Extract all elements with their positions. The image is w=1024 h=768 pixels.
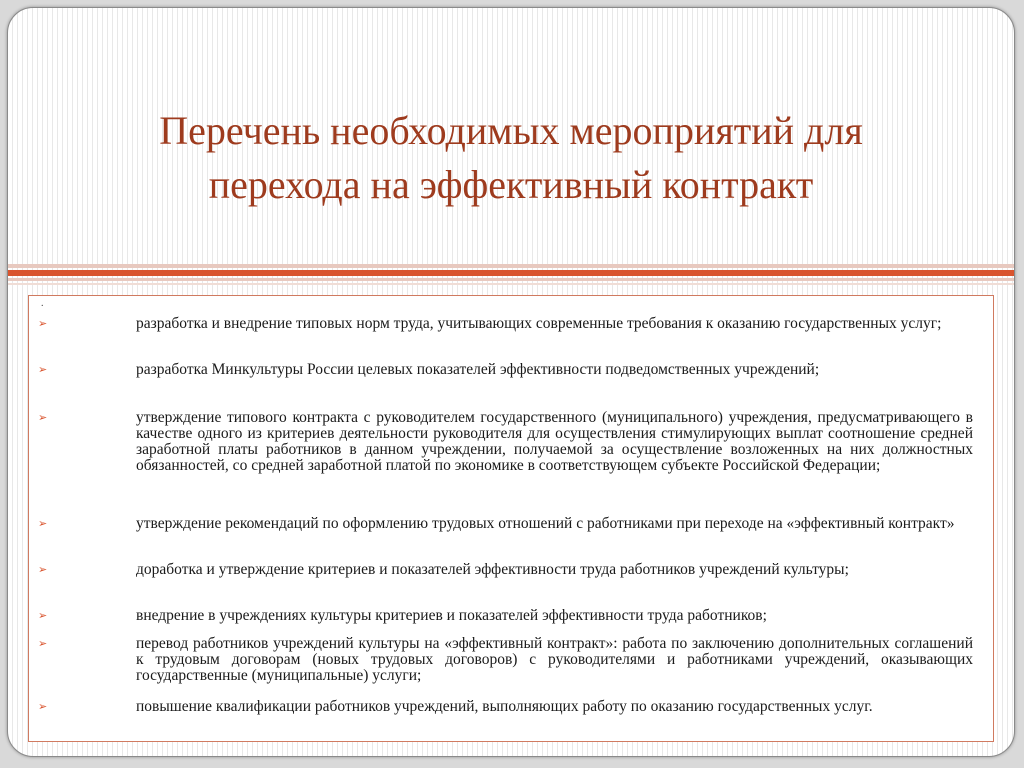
decorative-stripes bbox=[8, 264, 1014, 290]
title-line-1: Перечень необходимых мероприятий для bbox=[159, 108, 863, 153]
arrow-bullet-icon: ➢ bbox=[38, 700, 48, 713]
stripe-light bbox=[8, 264, 1014, 268]
slide bbox=[7, 7, 1015, 757]
list-item-text: утверждение типового контракта с руководителем государственного (муниципального) учреждения, предусматривающего в качестве одного из критериев деятельности руководителя для осуществления стимулирующих выплат соотношение средней заработной платы работников в данном учреждении, получаемой за осуществление возложенных на них должностных обязанностей, со средней заработной платой по экономике в соответствующем субъекте Российской Федерации; bbox=[136, 409, 973, 474]
list-item-text: внедрение в учреждениях культуры критериев и показателей эффективности труда работников; bbox=[136, 607, 767, 624]
slide-title bbox=[48, 104, 974, 212]
stripe-light bbox=[8, 278, 1014, 281]
arrow-bullet-icon: ➢ bbox=[38, 637, 48, 650]
stripe-faint bbox=[8, 283, 1014, 285]
title-line-2: перехода на эффективный контракт bbox=[208, 162, 814, 207]
stripe-accent bbox=[8, 270, 1014, 276]
arrow-bullet-icon: ➢ bbox=[38, 411, 48, 424]
list-item-text: разработка Минкультуры России целевых показателей эффективности подведомственных учреждений; bbox=[136, 361, 820, 378]
stray-dot: . bbox=[41, 298, 44, 309]
arrow-bullet-icon: ➢ bbox=[38, 563, 48, 576]
arrow-bullet-icon: ➢ bbox=[38, 363, 48, 376]
list-item-text: разработка и внедрение типовых норм труда, учитывающих современные требования к оказанию государственных услуг; bbox=[136, 315, 942, 332]
list-item-text: доработка и утверждение критериев и показателей эффективности труда работников учреждений культуры; bbox=[136, 561, 849, 578]
list-item-text: утверждение рекомендаций по оформлению трудовых отношений с работниками при переходе на «эффективный контракт» bbox=[136, 515, 955, 532]
arrow-bullet-icon: ➢ bbox=[38, 609, 48, 622]
list-item-text: перевод работников учреждений культуры на «эффективный контракт»: работа по заключению дополнительных соглашений к трудовым договорам (новых трудовых договоров) с руководителями и работниками учреждений, оказывающих государственные (муниципальные) услуги; bbox=[136, 635, 973, 684]
arrow-bullet-icon: ➢ bbox=[38, 317, 48, 330]
content-box bbox=[28, 295, 994, 742]
list-item-text: повышение квалификации работников учреждений, выполняющих работу по оказанию государственных услуг. bbox=[136, 698, 873, 715]
arrow-bullet-icon: ➢ bbox=[38, 517, 48, 530]
